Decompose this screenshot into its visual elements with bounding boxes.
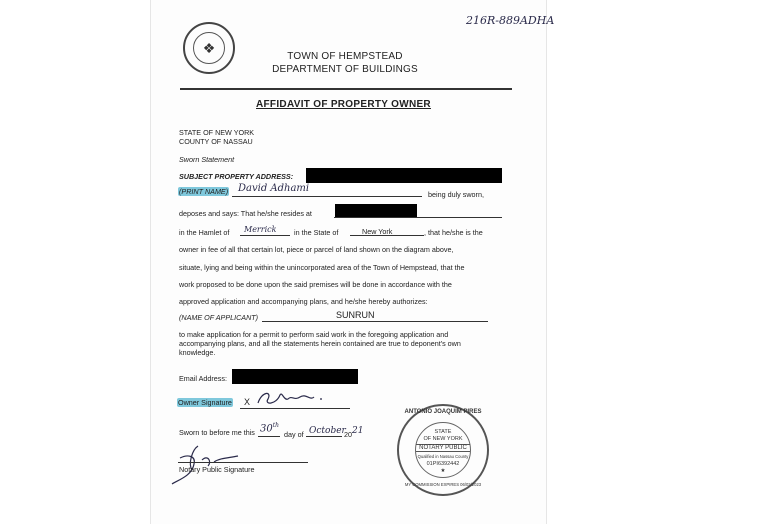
state-line: STATE OF NEW YORK: [179, 128, 255, 137]
county-line: COUNTY OF NASSAU: [179, 137, 253, 146]
hamlet-value: Merrick: [244, 225, 277, 234]
deposes-text: deposes and says: That he/she resides at: [179, 209, 312, 218]
print-name-label: (PRINT NAME): [179, 187, 229, 196]
day-line: [258, 436, 280, 437]
para-line-4: approved application and accompanying plans, and he/she hereby authorizes:: [179, 297, 428, 306]
permit-line-2: accompanying plans, and all the statements herein contained are true to deponent's own: [179, 339, 461, 348]
stamp-expires: MY COMMISSION EXPIRES 06/03/2023: [404, 482, 482, 487]
stamp-state: STATE: [434, 429, 452, 435]
para-line-1: owner in fee of all that certain lot, piece or parcel of land shown on the diagram above,: [179, 245, 454, 254]
owner-signature: [254, 387, 334, 409]
state-line-underline: [350, 235, 424, 236]
state-value: New York: [362, 227, 393, 236]
day-of: day of: [284, 430, 304, 439]
state-of-text: in the State of: [294, 228, 339, 237]
star-icon: ★: [440, 468, 446, 474]
month-line: [306, 436, 342, 437]
notary-signature: [168, 440, 278, 486]
redacted-residence: [335, 204, 417, 217]
stamp-number: 01PI6392442: [426, 461, 460, 467]
hamlet-line: [240, 235, 290, 236]
document-title: AFFIDAVIT OF PROPERTY OWNER: [256, 99, 431, 110]
applicant-label: (NAME OF APPLICANT): [179, 313, 259, 322]
eagle-icon: ❖: [193, 32, 225, 64]
hamlet-prefix: in the Hamlet of: [179, 228, 230, 237]
sworn-day: 30th: [260, 422, 280, 435]
header-department: DEPARTMENT OF BUILDINGS: [272, 64, 418, 75]
notary-stamp: [397, 404, 489, 496]
notary-label: Notary Public Signature: [179, 465, 255, 474]
signature-x: X: [244, 397, 251, 407]
para-line-2: situate, lying and being within the unincorporated area of the Town of Hempstead, that the: [179, 263, 465, 272]
redacted-address: [306, 168, 502, 183]
residence-line: [334, 217, 502, 218]
notary-signature-line: [178, 462, 308, 463]
header-town: TOWN OF HEMPSTEAD: [287, 51, 403, 62]
owner-text: , that he/she is the: [424, 228, 483, 237]
sworn-year: 21: [352, 426, 364, 436]
permit-line-1: to make application for a permit to perform said work in the foregoing application and: [179, 330, 449, 339]
owner-signature-line: [240, 408, 350, 409]
sworn-statement: Sworn Statement: [179, 155, 235, 164]
stamp-inner-ring: [415, 422, 471, 478]
applicant-line: [262, 321, 488, 322]
sworn-month: October: [309, 426, 346, 436]
redacted-email: [232, 369, 358, 384]
email-label: Email Address:: [179, 374, 227, 383]
print-name-line: [232, 196, 422, 197]
stamp-name: ANTONIO JOAQUIM PIRES: [404, 409, 482, 415]
para-line-3: work proposed to be done upon the said premises will be done in accordance with the: [179, 280, 452, 289]
owner-name: David Adhami: [238, 183, 310, 194]
permit-line-3: knowledge.: [179, 348, 216, 357]
town-seal: [183, 22, 235, 74]
subject-address-label: SUBJECT PROPERTY ADDRESS:: [179, 172, 294, 181]
document-number: 216R-889ADHA: [466, 14, 555, 27]
stamp-of-ny: OF NEW YORK: [423, 436, 463, 442]
stamp-notary-public: NOTARY PUBLIC: [416, 444, 470, 452]
owner-signature-label: Owner Signature: [178, 398, 232, 407]
header-rule: [180, 88, 512, 90]
stamp-qualified: Qualified in Nassau County: [417, 454, 469, 459]
applicant-value: SUNRUN: [336, 310, 375, 320]
being-sworn: being duly sworn,: [428, 190, 484, 199]
year-prefix: 20: [344, 430, 352, 439]
sworn-before: Sworn to before me this: [179, 428, 255, 437]
